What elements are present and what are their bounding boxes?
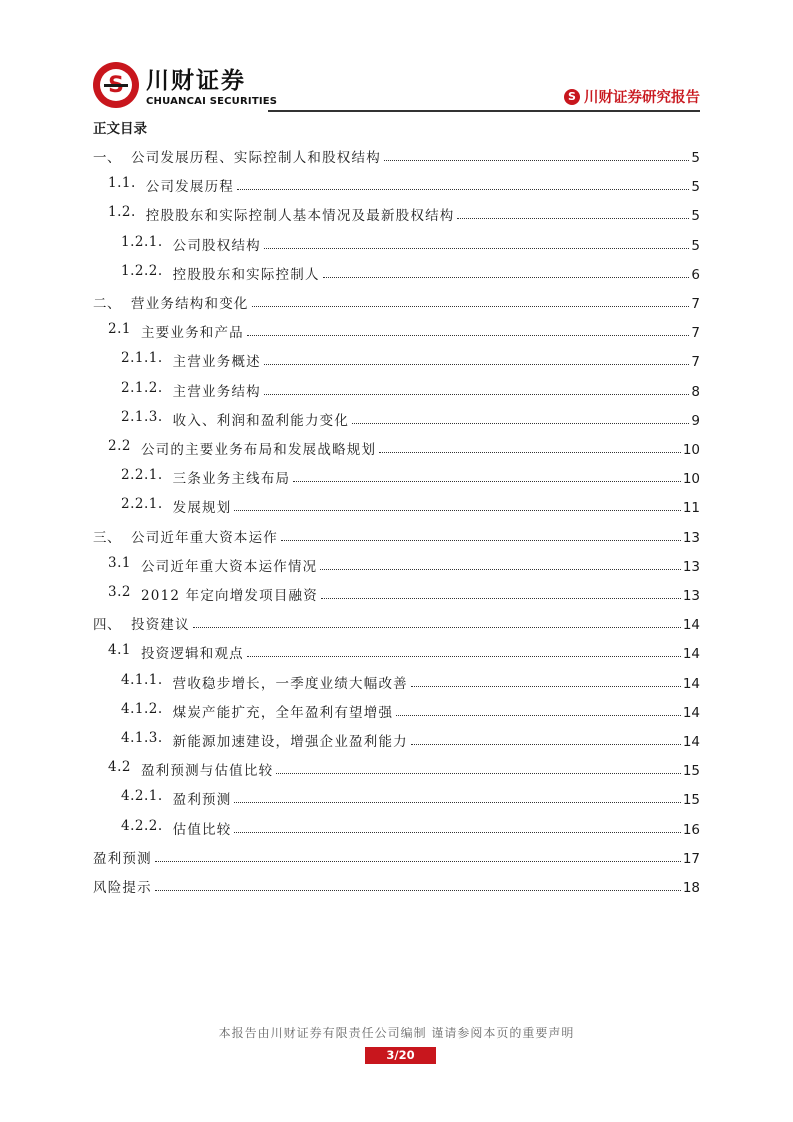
report-tag-text: 川财证券研究报告 bbox=[584, 90, 700, 106]
toc-dot-leader bbox=[379, 452, 681, 453]
toc-entry-number: 4.1 bbox=[108, 642, 131, 659]
toc-dot-leader bbox=[411, 744, 681, 745]
toc-dot-leader bbox=[321, 598, 681, 599]
toc-entry-label bbox=[121, 496, 231, 516]
toc-page-number: 5 bbox=[691, 237, 700, 254]
toc-entry[interactable] bbox=[121, 467, 700, 487]
brand-name-cn: 川财证券 bbox=[146, 68, 246, 94]
toc-dot-leader bbox=[155, 890, 681, 891]
toc-entry-label bbox=[108, 759, 273, 779]
toc-entry-text: 公司发展历程、实际控制人和股权结构 bbox=[131, 150, 381, 166]
toc-entry-label bbox=[121, 818, 231, 838]
toc-dot-leader bbox=[247, 335, 690, 336]
toc-entry-label bbox=[121, 263, 320, 283]
toc-entry-text: 新能源加速建设，增强企业盈利能力 bbox=[172, 734, 408, 750]
toc-dot-leader bbox=[193, 627, 681, 628]
toc-entry-label bbox=[108, 642, 244, 662]
toc-entry[interactable] bbox=[93, 146, 700, 166]
toc-entry[interactable] bbox=[93, 847, 700, 867]
toc-entry-text: 公司近年重大资本运作 bbox=[131, 529, 278, 546]
toc-dot-leader bbox=[252, 306, 690, 307]
toc-entry-text: 估值比较 bbox=[172, 821, 232, 838]
toc-entry-text: 公司的主要业务布局和发展战略规划 bbox=[140, 442, 377, 458]
toc-entry-label bbox=[93, 526, 278, 546]
logo-inner-ring bbox=[100, 69, 132, 101]
toc-dot-leader bbox=[411, 686, 681, 687]
toc-entry-label bbox=[93, 146, 381, 166]
toc-entry-label bbox=[121, 467, 290, 487]
brand-mini-icon: S bbox=[564, 89, 580, 105]
toc-page-number: 16 bbox=[682, 821, 700, 838]
toc-entry[interactable] bbox=[121, 234, 700, 254]
toc-page-number: 7 bbox=[691, 354, 700, 371]
toc-page-number: 5 bbox=[691, 150, 700, 166]
toc-dot-leader bbox=[352, 423, 689, 424]
toc-entry[interactable] bbox=[108, 555, 700, 575]
toc-entry[interactable] bbox=[108, 438, 700, 458]
toc-page-number: 14 bbox=[682, 646, 700, 663]
toc-entry-text: 营收稳步增长，一季度业绩大幅改善 bbox=[172, 675, 408, 692]
toc-entry-label bbox=[108, 204, 454, 224]
toc-page-number: 13 bbox=[682, 558, 700, 575]
toc-entry-number: 三、 bbox=[93, 529, 121, 546]
toc-entry-label bbox=[108, 555, 317, 575]
toc-page-number: 10 bbox=[682, 442, 700, 458]
toc-entry-text: 煤炭产能扩充，全年盈利有望增强 bbox=[172, 704, 394, 721]
toc-entry[interactable] bbox=[108, 204, 700, 224]
toc-entry-label bbox=[121, 409, 349, 429]
toc-page-number: 14 bbox=[682, 675, 700, 692]
toc-entry[interactable] bbox=[121, 380, 700, 400]
toc-entry[interactable] bbox=[108, 642, 700, 662]
toc-entry-text: 风险提示 bbox=[93, 880, 152, 896]
toc-page-number: 9 bbox=[691, 412, 700, 429]
toc-dot-leader bbox=[234, 510, 680, 511]
toc-entry-number: 2.1.3. bbox=[121, 408, 163, 425]
toc-entry-number: 1.2.1. bbox=[121, 233, 163, 250]
page-indicator: 3/20 bbox=[365, 1047, 436, 1064]
toc-page-number: 15 bbox=[682, 792, 700, 809]
toc-page-number: 15 bbox=[682, 763, 700, 780]
toc-entry-label bbox=[108, 584, 318, 604]
report-tag bbox=[564, 86, 700, 107]
toc-entry-number: 一、 bbox=[93, 150, 121, 166]
toc-entry[interactable] bbox=[121, 263, 700, 283]
toc-entry-number: 4.1.2. bbox=[121, 700, 163, 717]
toc-entry-text: 主营业务结构 bbox=[172, 383, 261, 400]
toc-entry[interactable] bbox=[93, 526, 700, 546]
toc-entry-number: 二、 bbox=[93, 296, 121, 312]
toc-entry-text: 控股股东和实际控制人基本情况及最新股权结构 bbox=[145, 208, 455, 225]
toc-entry-text: 控股股东和实际控制人 bbox=[172, 266, 320, 283]
company-logo bbox=[93, 62, 139, 108]
toc-page-number: 17 bbox=[682, 850, 700, 867]
toc-entry-text: 公司股权结构 bbox=[172, 237, 261, 254]
toc-entry-text: 公司近年重大资本运作情况 bbox=[140, 558, 318, 575]
toc-entry-number: 1.1. bbox=[108, 175, 136, 192]
toc-page-number: 14 bbox=[682, 617, 700, 634]
toc-page-number: 18 bbox=[682, 880, 700, 896]
toc-entry[interactable] bbox=[93, 613, 700, 633]
toc-entry-label bbox=[121, 234, 261, 254]
toc-entry[interactable] bbox=[121, 788, 700, 808]
footer-disclaimer: 本报告由川财证券有限责任公司编制 谨请参阅本页的重要声明 bbox=[218, 1026, 575, 1040]
toc-entry-text: 公司发展历程 bbox=[145, 179, 234, 196]
toc-dot-leader bbox=[281, 540, 681, 541]
toc-entry-label bbox=[121, 788, 231, 808]
toc-entry-label bbox=[93, 876, 152, 896]
toc-entry-text: 2012 年定向增发项目融资 bbox=[140, 588, 318, 604]
toc-entry[interactable] bbox=[93, 292, 700, 312]
toc-entry-number: 3.1 bbox=[108, 554, 131, 571]
toc-dot-leader bbox=[237, 189, 689, 190]
toc-entry[interactable] bbox=[121, 701, 700, 721]
toc-entry[interactable] bbox=[121, 496, 700, 516]
toc-entry[interactable] bbox=[121, 409, 700, 429]
toc-dot-leader bbox=[264, 364, 690, 365]
toc-page-number: 14 bbox=[682, 734, 700, 750]
toc-entry-label bbox=[108, 175, 234, 195]
toc-entry-text: 盈利预测 bbox=[93, 850, 152, 867]
toc-entry-label bbox=[121, 350, 261, 370]
toc-title: 正文目录 bbox=[93, 121, 147, 137]
toc-entry-number: 4.1.3. bbox=[121, 730, 163, 746]
toc-entry[interactable] bbox=[121, 730, 700, 750]
toc-page-number: 11 bbox=[682, 500, 700, 517]
toc-entry[interactable] bbox=[93, 876, 700, 896]
toc-entry-text: 营业务结构和变化 bbox=[131, 296, 249, 312]
toc-page-number: 5 bbox=[691, 208, 700, 225]
toc-entry-number: 4.2.1. bbox=[121, 788, 163, 805]
toc-entry-number: 1.2.2. bbox=[121, 262, 163, 279]
toc-entry-text: 投资建议 bbox=[131, 617, 190, 634]
toc-entry-text: 三条业务主线布局 bbox=[172, 471, 291, 488]
toc-entry-label bbox=[93, 613, 190, 633]
toc-entry[interactable] bbox=[108, 175, 700, 195]
toc-entry-text: 发展规划 bbox=[172, 500, 232, 517]
toc-entry-label bbox=[108, 321, 244, 341]
toc-dot-leader bbox=[155, 861, 681, 862]
toc-entry-number: 2.2 bbox=[108, 438, 131, 454]
toc-dot-leader bbox=[323, 277, 690, 278]
toc-entry-number: 4.2 bbox=[108, 759, 131, 776]
toc-dot-leader bbox=[276, 773, 681, 774]
toc-entry-text: 盈利预测 bbox=[172, 792, 232, 809]
toc-entry-number: 四、 bbox=[93, 617, 121, 634]
toc-entry-number: 3.2 bbox=[108, 584, 131, 600]
toc-page-number: 6 bbox=[691, 266, 700, 283]
toc-dot-leader bbox=[264, 248, 690, 249]
toc-entry-number: 2.1 bbox=[108, 321, 131, 338]
toc-page-number: 13 bbox=[682, 588, 700, 604]
toc-entry-number: 2.2.1. bbox=[121, 496, 163, 513]
toc-entry[interactable] bbox=[108, 584, 700, 604]
toc-entry-label bbox=[108, 438, 376, 458]
toc-entry[interactable] bbox=[108, 321, 700, 341]
toc-dot-leader bbox=[264, 394, 690, 395]
toc-dot-leader bbox=[234, 802, 680, 803]
toc-page-number: 13 bbox=[682, 529, 700, 546]
header-divider bbox=[268, 110, 700, 112]
toc-dot-leader bbox=[320, 569, 680, 570]
toc-dot-leader bbox=[293, 481, 681, 482]
toc-entry-label bbox=[121, 380, 261, 400]
toc-entry[interactable] bbox=[121, 350, 700, 370]
toc-entry-label bbox=[121, 730, 408, 750]
toc-entry-number: 4.1.1. bbox=[121, 671, 163, 688]
toc-page-number: 8 bbox=[691, 383, 700, 400]
toc-page-number: 7 bbox=[691, 296, 700, 312]
toc-page-number: 14 bbox=[682, 704, 700, 721]
toc-dot-leader bbox=[396, 715, 681, 716]
toc-entry-number: 2.1.2. bbox=[121, 379, 163, 396]
toc-page-number: 7 bbox=[691, 325, 700, 342]
toc-entry-number: 2.2.1. bbox=[121, 467, 163, 484]
toc-dot-leader bbox=[247, 656, 681, 657]
toc-page-number: 5 bbox=[691, 179, 700, 196]
toc-entry[interactable] bbox=[121, 818, 700, 838]
toc-entry-label bbox=[93, 847, 152, 867]
toc-entry-number: 2.1.1. bbox=[121, 350, 163, 367]
toc-entry-text: 投资逻辑和观点 bbox=[140, 646, 244, 663]
toc-entry-number: 4.2.2. bbox=[121, 817, 163, 834]
toc-dot-leader bbox=[384, 160, 690, 161]
toc-entry-text: 主营业务概述 bbox=[172, 354, 261, 371]
toc-page-number: 10 bbox=[682, 471, 700, 488]
toc-entry-label bbox=[121, 672, 408, 692]
toc-dot-leader bbox=[234, 832, 680, 833]
toc-dot-leader bbox=[457, 218, 689, 219]
toc-entry-number: 1.2. bbox=[108, 204, 136, 221]
toc-entry-label bbox=[121, 701, 393, 721]
logo-bar bbox=[104, 84, 128, 87]
toc-entry-text: 盈利预测与估值比较 bbox=[140, 763, 274, 780]
toc-entry-text: 主要业务和产品 bbox=[140, 325, 244, 342]
brand-name-en: CHUANCAI SECURITIES bbox=[146, 96, 278, 107]
toc-entry-text: 收入、利润和盈利能力变化 bbox=[172, 412, 350, 429]
toc-entry[interactable] bbox=[108, 759, 700, 779]
toc-entry[interactable] bbox=[121, 672, 700, 692]
toc-entry-label bbox=[93, 292, 249, 312]
